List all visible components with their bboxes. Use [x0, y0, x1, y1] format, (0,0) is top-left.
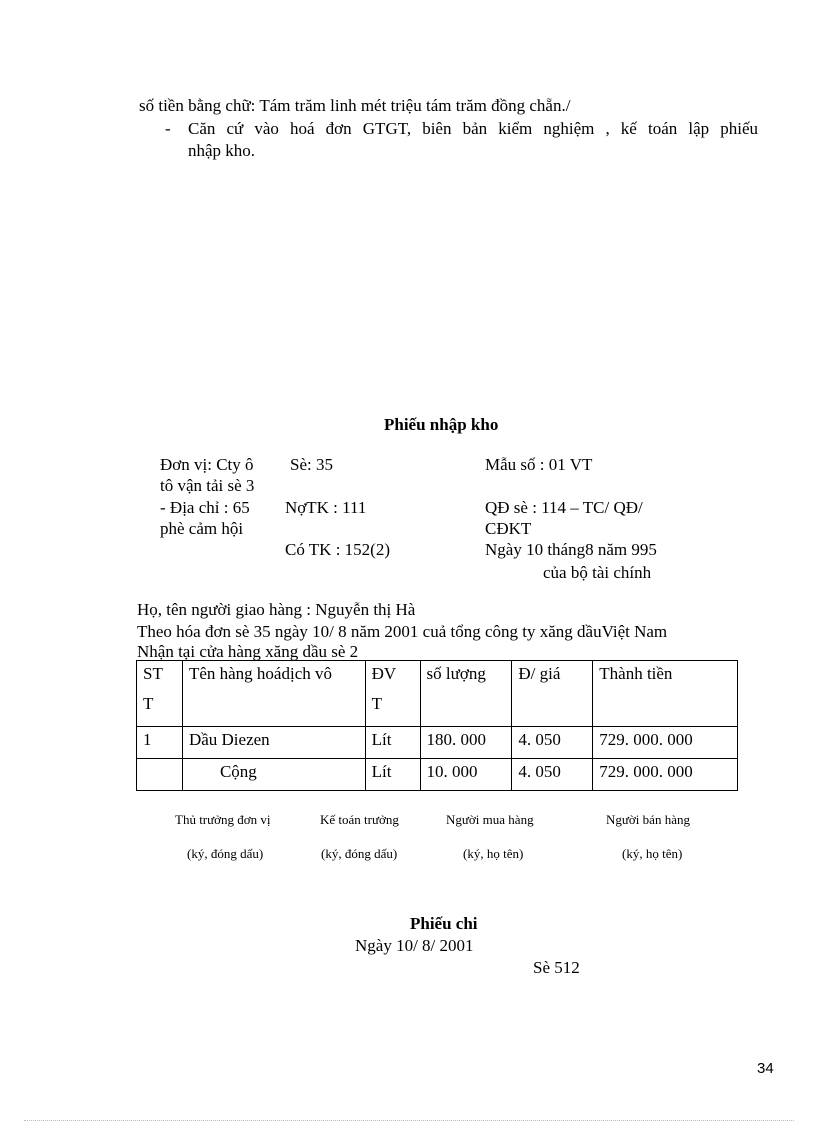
address-line-1: - Địa chỉ : 65 [160, 498, 250, 517]
table-cell: 10. 000 [420, 759, 512, 791]
table-cell: 1 [137, 727, 183, 759]
header-cell: Đ/ giá [512, 661, 593, 727]
signature-role: Người bán hàng [606, 812, 690, 827]
decision-line-2: CĐKT [485, 519, 532, 538]
payment-number: Sè 512 [533, 958, 580, 977]
payment-date: Ngày 10/ 8/ 2001 [355, 936, 474, 955]
table-cell: 729. 000. 000 [593, 727, 738, 759]
table-row-total [137, 759, 738, 791]
table-row [137, 727, 738, 759]
header-cell: Tên hàng hoádịch vô [182, 661, 365, 727]
amount-in-words: số tiền bằng chữ: Tám trăm linh mét triệu tám trăm đồng chẵn./ [139, 96, 571, 115]
table-cell: Lít [365, 727, 420, 759]
deliverer-name: Họ, tên người giao hàng : Nguyễn thị Hà [137, 600, 416, 619]
signature-role: Thủ trưởng đơn vị [175, 812, 271, 827]
issue-date-line-2: của bộ tài chính [543, 563, 652, 582]
signature-note: (ký, đóng dấu) [321, 846, 398, 861]
payment-title: Phiếu chi [410, 914, 478, 933]
header-cell: ST T [137, 661, 183, 727]
table-cell [137, 759, 183, 791]
page-number: 34 [757, 1060, 774, 1077]
signature-note: (ký, đóng dấu) [187, 846, 264, 861]
unit-line-2: tô vận tải sè 3 [160, 476, 255, 495]
table-cell: 180. 000 [420, 727, 512, 759]
paragraph-line-2: nhập kho. [188, 141, 256, 160]
signature-role: Kế toán trưởng [320, 812, 399, 827]
table-cell: 4. 050 [512, 727, 593, 759]
goods-table [136, 660, 738, 791]
decision-line-1: QĐ sè : 114 – TC/ QĐ/ [485, 498, 643, 517]
credit-account: Có TK : 152(2) [285, 540, 390, 559]
receipt-number: Sè: 35 [290, 455, 333, 474]
footer-divider [24, 1120, 794, 1121]
table-cell: Dầu Diezen [182, 727, 365, 759]
address-line-2: phè cảm hội [160, 519, 244, 538]
table-cell: Cộng [182, 759, 365, 791]
header-cell: số lượng [420, 661, 512, 727]
header-cell: Thành tiền [593, 661, 738, 727]
form-code: Mẫu số : 01 VT [485, 455, 593, 474]
receiving-location: Nhận tại cửa hàng xăng dầu sè 2 [137, 642, 359, 661]
issue-date-line-1: Ngày 10 tháng8 năm 995 [485, 540, 657, 559]
table-cell: 4. 050 [512, 759, 593, 791]
signature-note: (ký, họ tên) [622, 846, 683, 861]
unit-line-1: Đơn vị: Cty ô [160, 455, 254, 474]
table-header-row [137, 661, 738, 727]
invoice-reference: Theo hóa đơn sè 35 ngày 10/ 8 năm 2001 cuả tổng công ty xăng dầuViệt Nam [137, 622, 668, 641]
signature-role: Người mua hàng [446, 812, 534, 827]
debit-account: NợTK : 111 [285, 498, 367, 517]
paragraph-line-1: Căn cứ vào hoá đơn GTGT, biên bản kiểm nghiệm , kế toán lập phiếu [188, 119, 758, 138]
header-cell: ĐV T [365, 661, 420, 727]
bullet-dash: - [165, 119, 171, 138]
table-cell: Lít [365, 759, 420, 791]
signature-note: (ký, họ tên) [463, 846, 524, 861]
receipt-title: Phiếu nhập kho [384, 415, 499, 434]
table-cell: 729. 000. 000 [593, 759, 738, 791]
